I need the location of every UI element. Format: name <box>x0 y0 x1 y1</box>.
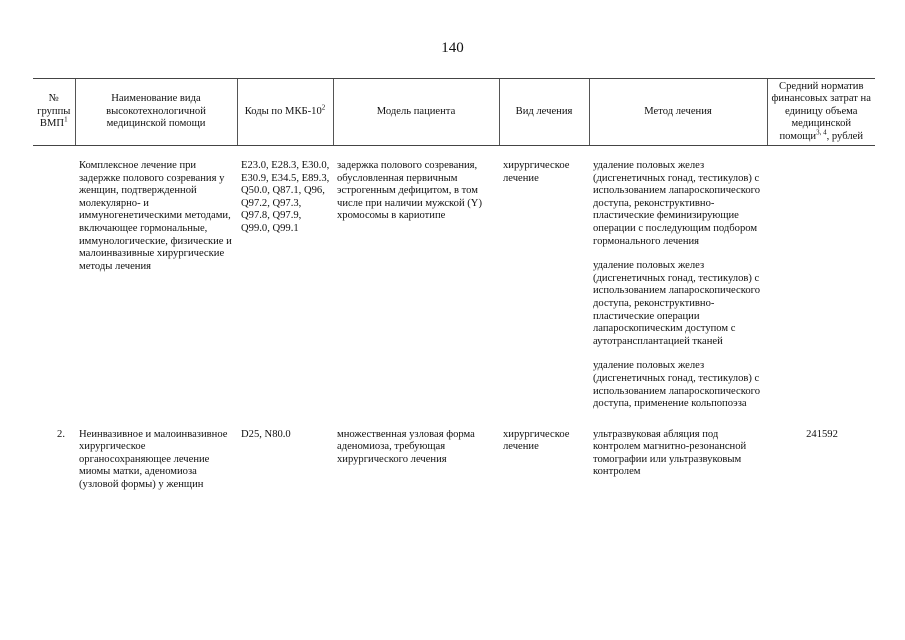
row-treatment-type: хирургическое лечение <box>503 160 570 184</box>
vmp-table <box>33 78 875 492</box>
header-codes: Коды по МКБ-$10^2$ <box>237 79 333 146</box>
row-codes: D25, N80.0 <box>241 428 291 440</box>
row-name: Комплексное лечение при задержке полового созревания у женщин, подтвержденной молекулярно- и иммуногенетическими методами, включающее гормональные, иммунологические, физические и малоинвазивные хирургические методы лечения <box>79 160 232 272</box>
method-item: удаление половых желез (дисгенетичных гонад, тестикулов) с использованием лапароскопического доступа, реконструктивно-пластические операции лапароскопическим доступом с аутотрансплантацией тканей <box>593 260 760 347</box>
header-model: Модель пациента <box>333 79 499 146</box>
method-item: удаление половых желез (дисгенетичных гонад, тестикулов) с использованием лапароскопического доступа, реконструктивно-пластические феминизирующие операции с последующим подбором гормонального лечения <box>593 160 760 247</box>
row-name: Неинвазивное и малоинвазивное хирургическое органосохраняющее лечение миомы матки, аденомиоза (узловой формы) у женщин <box>79 428 228 491</box>
header-method: Метод лечения <box>589 79 767 146</box>
row-num: 2. <box>57 428 65 440</box>
header-cost: Средний норматив финансовых затрат на единицу объема медицинской помощи$^{3, 4}$, рублей <box>767 79 875 146</box>
header-num: № группы ВМП$^1$ <box>33 79 75 146</box>
row-methods <box>589 411 767 492</box>
header-row <box>33 79 875 146</box>
row-methods <box>589 146 767 411</box>
table-row <box>33 146 875 411</box>
row-cost <box>767 146 875 411</box>
header-treatment-type: Вид лечения <box>499 79 589 146</box>
row-treatment-type: хирургическое лечение <box>503 428 570 453</box>
row-codes: E23.0, E28.3, E30.0, E30.9, E34.5, E89.3, Q50.0, Q87.1, Q96, Q97.2, Q97.3, Q97.8, Q97.9, Q99.0, Q99.1 <box>241 160 330 234</box>
row-num <box>33 146 75 411</box>
method-item: ультразвуковая абляция под контролем магнитно-резонансной томографии или ультразвуковым контролем <box>593 428 747 478</box>
row-model: задержка полового созревания, обусловленная первичным эстрогенным дефицитом, в том числе при наличии мужской (Y) хромосомы в кариотипе <box>337 160 482 222</box>
table-row <box>33 411 875 492</box>
page-number: 140 <box>441 40 464 56</box>
method-item: удаление половых желез (дисгенетичных гонад, тестикулов) с использованием лапароскопического доступа, применение кольпопоэза <box>593 360 760 410</box>
header-name: Наименование вида высокотехнологичной медицинской помощи <box>75 79 237 146</box>
row-cost: 241592 <box>806 428 838 440</box>
row-model: множественная узловая форма аденомиоза, требующая хирургического лечения <box>337 428 475 465</box>
